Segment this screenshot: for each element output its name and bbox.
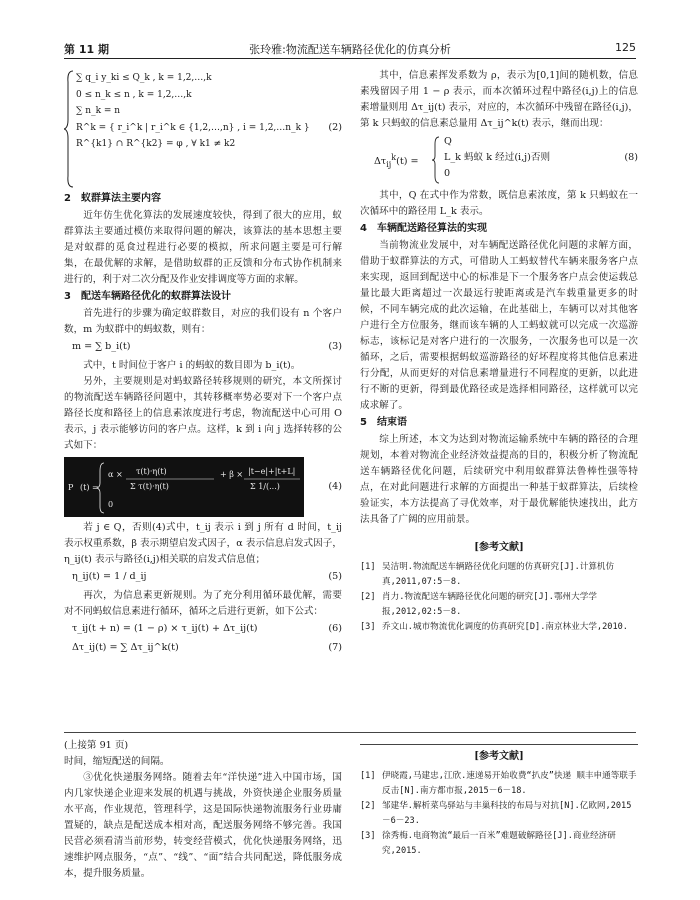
paragraph: 首先进行的步骤为确定蚁群数目，对应的我们设有 n 个客户数，m 为蚁群中的蚂蚁数，则有：	[64, 308, 342, 335]
reference-number: [2]	[360, 801, 376, 811]
equation-number: (5)	[328, 571, 342, 582]
svg-text:α ×: α ×	[108, 470, 123, 479]
svg-text:τ(t)·η(t): τ(t)·η(t)	[136, 467, 167, 476]
reference-text: 乔文山.城市物流优化调度的仿真研究[D].南京林业大学,2010.	[382, 622, 628, 632]
equation-6	[64, 621, 342, 639]
paragraph: 另外，主要规则是对蚂蚁路径转移规则的研究，本文所探讨的物流配送车辆路径问题中，其转移概率势必要对下一个客户点路径长度和路径上的信息素浓度进行考虑，物流配送中心可用 O 表示，j 表示能够访问的客户点。这样，k 到 i 向 j 选择转移的公式如下：	[64, 376, 342, 451]
equation-body: η_ij(t) = 1 / d_ij	[72, 571, 147, 582]
case-line: L_k 蚂蚁 k 经过(i,j)否则	[444, 152, 551, 163]
constraint-row: ∑ q_i y_ki ≤ Q_k , k = 1,2,…,k	[76, 73, 212, 83]
references-heading: [参考文献]	[474, 542, 524, 553]
constraint-system-eq2	[64, 70, 342, 190]
equation-number: (6)	[328, 623, 342, 634]
paragraph: 当前物流业发展中，对车辆配送路径优化问题的求解方面，借助于蚁群算法的方式，可借助人工蚂蚁替代车辆来服务客户点来实现，返回到配送中心的标准是下一个服务客户点会使运载总量比最大距离超过一次最远行驶距离或是汽车载重量更多的时候，不同车辆完成的此次运输，在此基础上，车辆可以对其他客户进行全方位服务，继而该车辆的人工蚂蚁就可以完成一次巡游标志，该标记是对客户进行的一次服务，一次服务也可以是一次循环，之后，需要根据蚂蚁巡游路径的好坏程度将其他信息素进行分配，从而更好的对信息素增量进行不同程度的更新，以此进行不断的更新，得到最优路径或是选择相同路径，这样就可以完成求解了。	[360, 240, 638, 411]
svg-text:|t−e|+|t+L|: |t−e|+|t+L|	[248, 467, 296, 476]
left-brace-icon	[64, 70, 74, 188]
reference-text: 邹建华.解析菜鸟驿站与丰巢科技的布局与对抗[N].亿欧网,2015－6－23.	[382, 801, 632, 826]
section-divider	[64, 732, 636, 733]
equation-5	[64, 569, 342, 587]
svg-text:Σ τ(t)·η(t): Σ τ(t)·η(t)	[130, 482, 169, 491]
equation-number: (4)	[328, 481, 342, 492]
section-heading: 5 结束语	[360, 417, 407, 428]
svg-text:Σ 1/(...): Σ 1/(...)	[250, 482, 280, 491]
constraint-row: ∑ n_k = n	[76, 106, 121, 117]
page-number: 125	[615, 41, 636, 54]
issue-number: 第 11 期	[64, 43, 109, 56]
reference-item	[360, 769, 638, 799]
equation-8	[360, 134, 638, 186]
section-heading: 4 车辆配送路径算法的实现	[360, 223, 487, 234]
section-heading: 3 配送车辆路径优化的蚁群算法设计	[64, 291, 231, 302]
formula-glyphs-icon	[64, 457, 304, 517]
paragraph: 时间，缩短配送的间隔。	[64, 756, 170, 767]
equation-7	[64, 640, 342, 658]
right-column	[360, 68, 638, 635]
paragraph: 若 j ∈ Q，否则(4)式中，t_ij 表示 i 到 j 所有 d 时间，t_ij 表示权重系数，β 表示期望启发式因子，α 表示信息启发式因子，η_ij(t) 表示与路径(i,j)相关联的启发式信息值；	[64, 522, 342, 565]
continued-article-references	[360, 738, 638, 859]
section-heading: 2 蚁群算法主要内容	[64, 193, 161, 204]
svg-text:P: P	[68, 483, 74, 492]
reference-text: 徐秀梅.电商物流“最后一百米”难题破解路径[J].商业经济研究,2015.	[382, 831, 616, 856]
reference-text: 吴洁明.物流配送车辆路径优化问题的仿真研究[J].计算机仿真,2011,07:5－8.	[382, 562, 615, 587]
paragraph: 综上所述，本文为达到对物流运输系统中车辆的路径的合理规划，本着对物流企业经济效益提高的目的，积极分析了物流配送车辆路径优化问题，后续研究中利用蚁群算法鲁棒性强等特点，在对此问题进行求解的方面提出一种基于蚁群算法，后续检验证实，本方法提高了寻优效率，对于最优解能快速找出，此方法具备了广阔的应用前景。	[360, 434, 638, 525]
continued-from-note: (上接第 91 页)	[64, 740, 129, 751]
reference-item	[360, 590, 638, 620]
equation-body: τ_ij(t + n) = (1 − ρ) × τ_ij(t) + Δτ_ij(t)	[72, 623, 258, 634]
paragraph: 近年仿生优化算法的发展速度较快，得到了很大的应用，蚁群算法主要通过模仿来取得问题的解决，该算法的基本思想主要是对蚁群的觅食过程进行必要的模拟，所求问题主要是可行解集，在最优解的求解，是借助蚁群的正反馈和分布式协作机制来进行的，利于对二次分配及作业安排调度等方面的求解。	[64, 210, 342, 285]
equation-number: (8)	[624, 152, 638, 163]
reference-number: [1]	[360, 771, 376, 781]
running-title: 张玲雅:物流配送车辆路径优化的仿真分析	[249, 43, 451, 56]
equation-body: Δτ_ij(t) = ∑ Δτ_ij^k(t)	[72, 642, 179, 653]
left-brace-icon	[432, 136, 440, 184]
reference-item	[360, 799, 638, 829]
paragraph: 其中，Q 在式中作为常数，既信息素浓度，第 k 只蚂蚁在一次循环中的路径用 L_k 表示。	[360, 190, 638, 217]
reference-item	[360, 829, 638, 859]
reference-number: [3]	[360, 831, 376, 841]
reference-number: [2]	[360, 592, 376, 602]
equation-number: (2)	[328, 122, 342, 133]
constraint-row: 0 ≤ n_k ≤ n , k = 1,2,…,k	[76, 89, 192, 100]
reference-item	[360, 560, 638, 590]
references-heading: [参考文献]	[360, 744, 638, 765]
transition-probability-formula-image	[64, 457, 342, 517]
constraint-row: R^k = { r_i^k | r_i^k ∈ {1,2,…,n} , i = 1,2,…n_k }	[76, 122, 310, 133]
reference-number: [3]	[360, 622, 376, 632]
reference-item	[360, 620, 638, 635]
equation-lhs: $\Delta\tau_{ij}^k(t)$ =	[374, 153, 419, 170]
running-header	[64, 40, 636, 59]
svg-text:(t) =: (t) =	[80, 483, 99, 492]
reference-number: [1]	[360, 562, 376, 572]
equation-number: (7)	[328, 642, 342, 653]
paragraph: 其中，信息素挥发系数为 ρ，表示为[0,1]间的随机数，信息素残留因子用 1 − ρ 表示，而本次循环过程中路径(i,j)上的信息素增量则用 Δτ_ij(t) 表示，对应的，本次循环中残留在路径(i,j)，第 k 只蚂蚁的信息素总量用 Δτ_ij^k(t) 表示，继而出现：	[360, 70, 638, 129]
equation-body: m = ∑ b_i(t)	[72, 341, 131, 352]
paragraph: ③优化快递服务网络。随着去年“洋快递”进入中国市场，国内几家快递企业迎来发展的机遇与挑战，外资快递企业服务质量水平高，作业规范，管理科学，这是国际快递物流服务行业毋庸置疑的，缺点是配送成本相对高，配送服务网络不够完善。我国民营必须看清当前形势，转变经营模式，优化快递服务网络，迅速维护网点服务，“点”、“线”、“面”结合共同配送，降低服务成本，提升服务质量。	[64, 772, 342, 879]
case-line: Q	[444, 136, 452, 147]
equation-number: (3)	[328, 341, 342, 352]
paragraph: 再次，为信息素更新规则。为了充分利用循环最优解，需要对不同蚂蚁信息素进行循环，循环之后进行更新，如下公式：	[64, 590, 342, 617]
reference-text: 伊晓霞,马建忠,江欣.速递易开始收费“扒皮”快递 顺丰申通等联手反击[N].南方都市报,2015－6－18.	[382, 771, 637, 796]
svg-text:+ β ×: + β ×	[220, 470, 244, 479]
continued-article	[64, 738, 342, 882]
left-column	[64, 68, 342, 659]
svg-text:0: 0	[108, 500, 114, 509]
equation-3	[64, 339, 342, 357]
constraint-row: R^{k1} ∩ R^{k2} = φ , ∀ k1 ≠ k2	[76, 139, 236, 150]
case-line: 0	[444, 168, 451, 179]
reference-text: 肖力.物流配送车辆路径优化问题的研究[J].鄂州大学学报,2012,02:5－8.	[382, 592, 597, 617]
paragraph: 式中，t 时间位于客户 i 的蚂蚁的数目即为 b_i(t)。	[83, 360, 301, 371]
